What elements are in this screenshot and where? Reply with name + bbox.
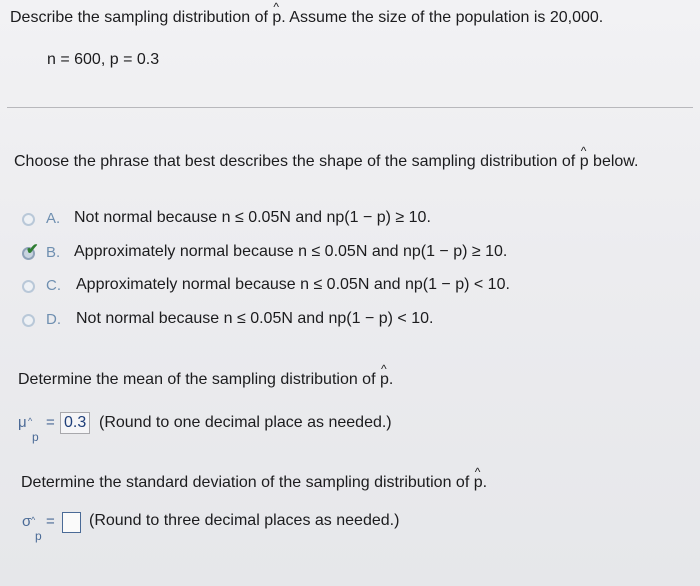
sd-prompt-suffix: . bbox=[482, 474, 488, 491]
sd-hint: (Round to three decimal places as needed.) bbox=[89, 512, 400, 529]
sigma-subscript: p bbox=[35, 529, 42, 543]
section-divider bbox=[7, 107, 693, 108]
question-prompt-text: Describe the sampling distribution of bbox=[10, 9, 273, 26]
equals-sign: = bbox=[46, 513, 55, 530]
radio-d[interactable] bbox=[22, 314, 35, 327]
option-b[interactable] bbox=[22, 243, 542, 265]
mean-answer-field[interactable]: 0.3 bbox=[60, 412, 90, 434]
shape-prompt-suffix: below. bbox=[588, 153, 639, 170]
option-d-text: Not normal because n ≤ 0.05N and np(1 − p) < 10. bbox=[76, 310, 434, 327]
sd-answer-field[interactable] bbox=[62, 512, 81, 533]
equals-sign: = bbox=[46, 414, 55, 431]
option-c[interactable] bbox=[22, 276, 542, 298]
hat-icon: ^ bbox=[31, 515, 36, 525]
p-hat-symbol: ^ p bbox=[580, 153, 589, 171]
option-c-text: Approximately normal because n ≤ 0.05N and np(1 − p) < 10. bbox=[76, 276, 510, 293]
shape-prompt bbox=[14, 153, 638, 171]
checkmark-icon: ✔ bbox=[26, 241, 39, 258]
mean-prompt-text: Determine the mean of the sampling distribution of bbox=[18, 371, 380, 388]
option-a-letter: A. bbox=[46, 210, 61, 227]
sigma-symbol: σ bbox=[22, 513, 32, 530]
option-d[interactable] bbox=[22, 310, 482, 332]
option-b-text: Approximately normal because n ≤ 0.05N and np(1 − p) ≥ 10. bbox=[74, 243, 508, 260]
hat-icon: ^ bbox=[28, 416, 33, 426]
p-hat-symbol: ^ p bbox=[272, 9, 281, 27]
question-prompt bbox=[10, 9, 603, 27]
option-b-letter: B. bbox=[46, 244, 61, 261]
p-hat-symbol: ^ p bbox=[474, 474, 483, 492]
mean-prompt bbox=[18, 371, 393, 389]
p-hat-symbol: ^ p bbox=[380, 371, 389, 389]
option-a[interactable] bbox=[22, 209, 482, 231]
option-d-letter: D. bbox=[46, 311, 61, 328]
question-prompt-suffix: . Assume the size of the population is 20,000. bbox=[281, 9, 604, 26]
given-values: n = 600, p = 0.3 bbox=[47, 51, 160, 68]
shape-prompt-text: Choose the phrase that best describes the shape of the sampling distribution of bbox=[14, 153, 580, 170]
option-a-text: Not normal because n ≤ 0.05N and np(1 − p) ≥ 10. bbox=[74, 209, 431, 226]
sd-prompt bbox=[21, 474, 487, 492]
mu-symbol: μ bbox=[18, 414, 27, 431]
radio-c[interactable] bbox=[22, 280, 35, 293]
mean-prompt-suffix: . bbox=[388, 371, 394, 388]
option-c-letter: C. bbox=[46, 277, 61, 294]
radio-a[interactable] bbox=[22, 213, 35, 226]
sd-prompt-text: Determine the standard deviation of the sampling distribution of bbox=[21, 474, 474, 491]
mu-subscript: p bbox=[32, 430, 39, 444]
mean-hint: (Round to one decimal place as needed.) bbox=[99, 414, 392, 431]
